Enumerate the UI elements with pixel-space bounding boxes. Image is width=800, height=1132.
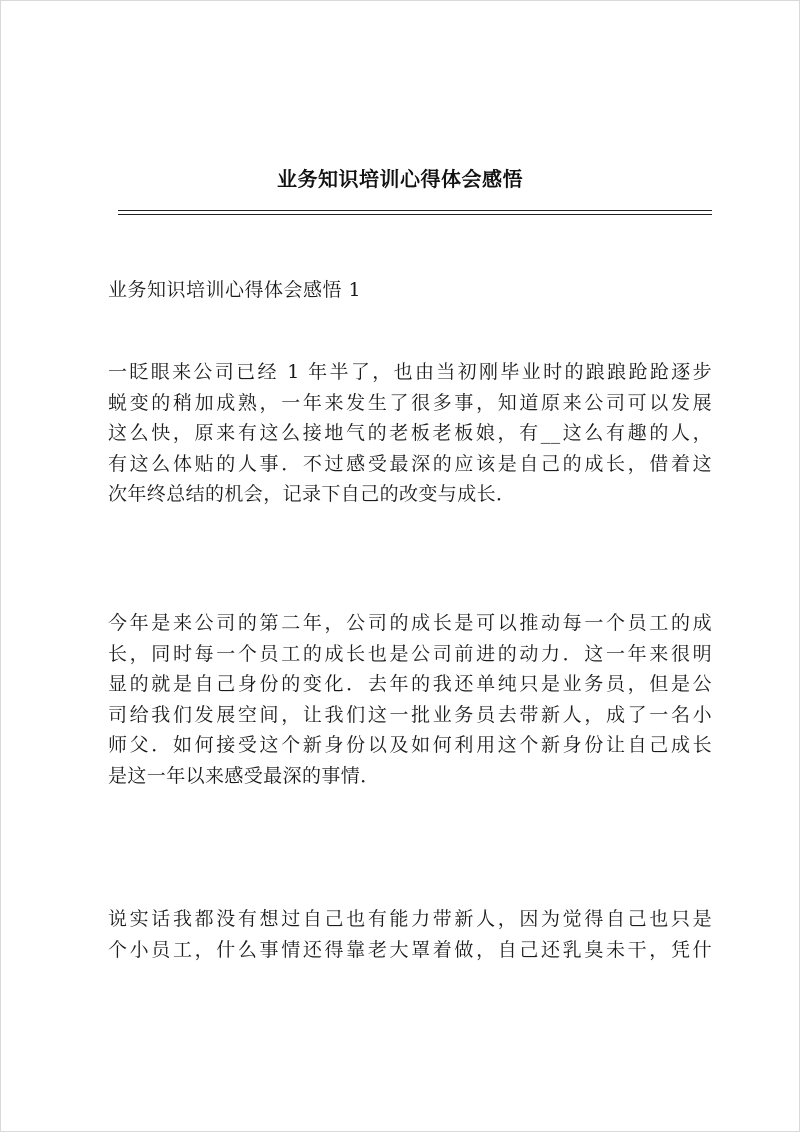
paragraph-line: 个小员工，什么事情还得靠老大罩着做，自己还乳臭未干，凭什: [108, 938, 712, 961]
paragraph-line: 显的就是自己身份的变化．去年的我还单纯只是业务员，但是公: [108, 673, 712, 696]
paragraph-line: 有这么体贴的人事．不过感受最深的应该是自己的成长，借着这: [108, 452, 712, 475]
paragraph-line: 是这一年以来感受最深的事情．: [108, 764, 380, 787]
paragraph-line: 一眨眼来公司已经 1 年半了，也由当初刚毕业时的踉踉跄跄逐步: [108, 361, 712, 383]
paragraph-1: [108, 357, 712, 510]
paragraph-line: 师父．如何接受这个新身份以及如何利用这个新身份让自己成长: [108, 734, 712, 757]
paragraph-line: 长，同时每一个员工的成长也是公司前进的动力．这一年来很明: [108, 642, 712, 665]
paragraph-line: 这么快，原来有这么接地气的老板老板娘，有__这么有趣的人，: [108, 422, 712, 445]
section-heading: 业务知识培训心得体会感悟 1: [108, 279, 362, 301]
paragraph-line: 次年终总结的机会，记录下自己的改变与成长．: [108, 483, 516, 506]
paragraph-line: 说实话我都没有想过自己也有能力带新人，因为觉得自己也只是: [108, 908, 712, 930]
title-double-rule: [118, 210, 712, 215]
paragraph-line: 今年是来公司的第二年，公司的成长是可以推动每一个员工的成: [108, 612, 712, 634]
paragraph-3: [108, 904, 712, 965]
paragraph-2: [108, 608, 712, 792]
paragraph-line: 蜕变的稍加成熟，一年来发生了很多事，知道原来公司可以发展: [108, 391, 712, 414]
paragraph-line: 司给我们发展空间，让我们这一批业务员去带新人，成了一名小: [108, 703, 712, 726]
document-title: 业务知识培训心得体会感悟: [277, 167, 523, 191]
